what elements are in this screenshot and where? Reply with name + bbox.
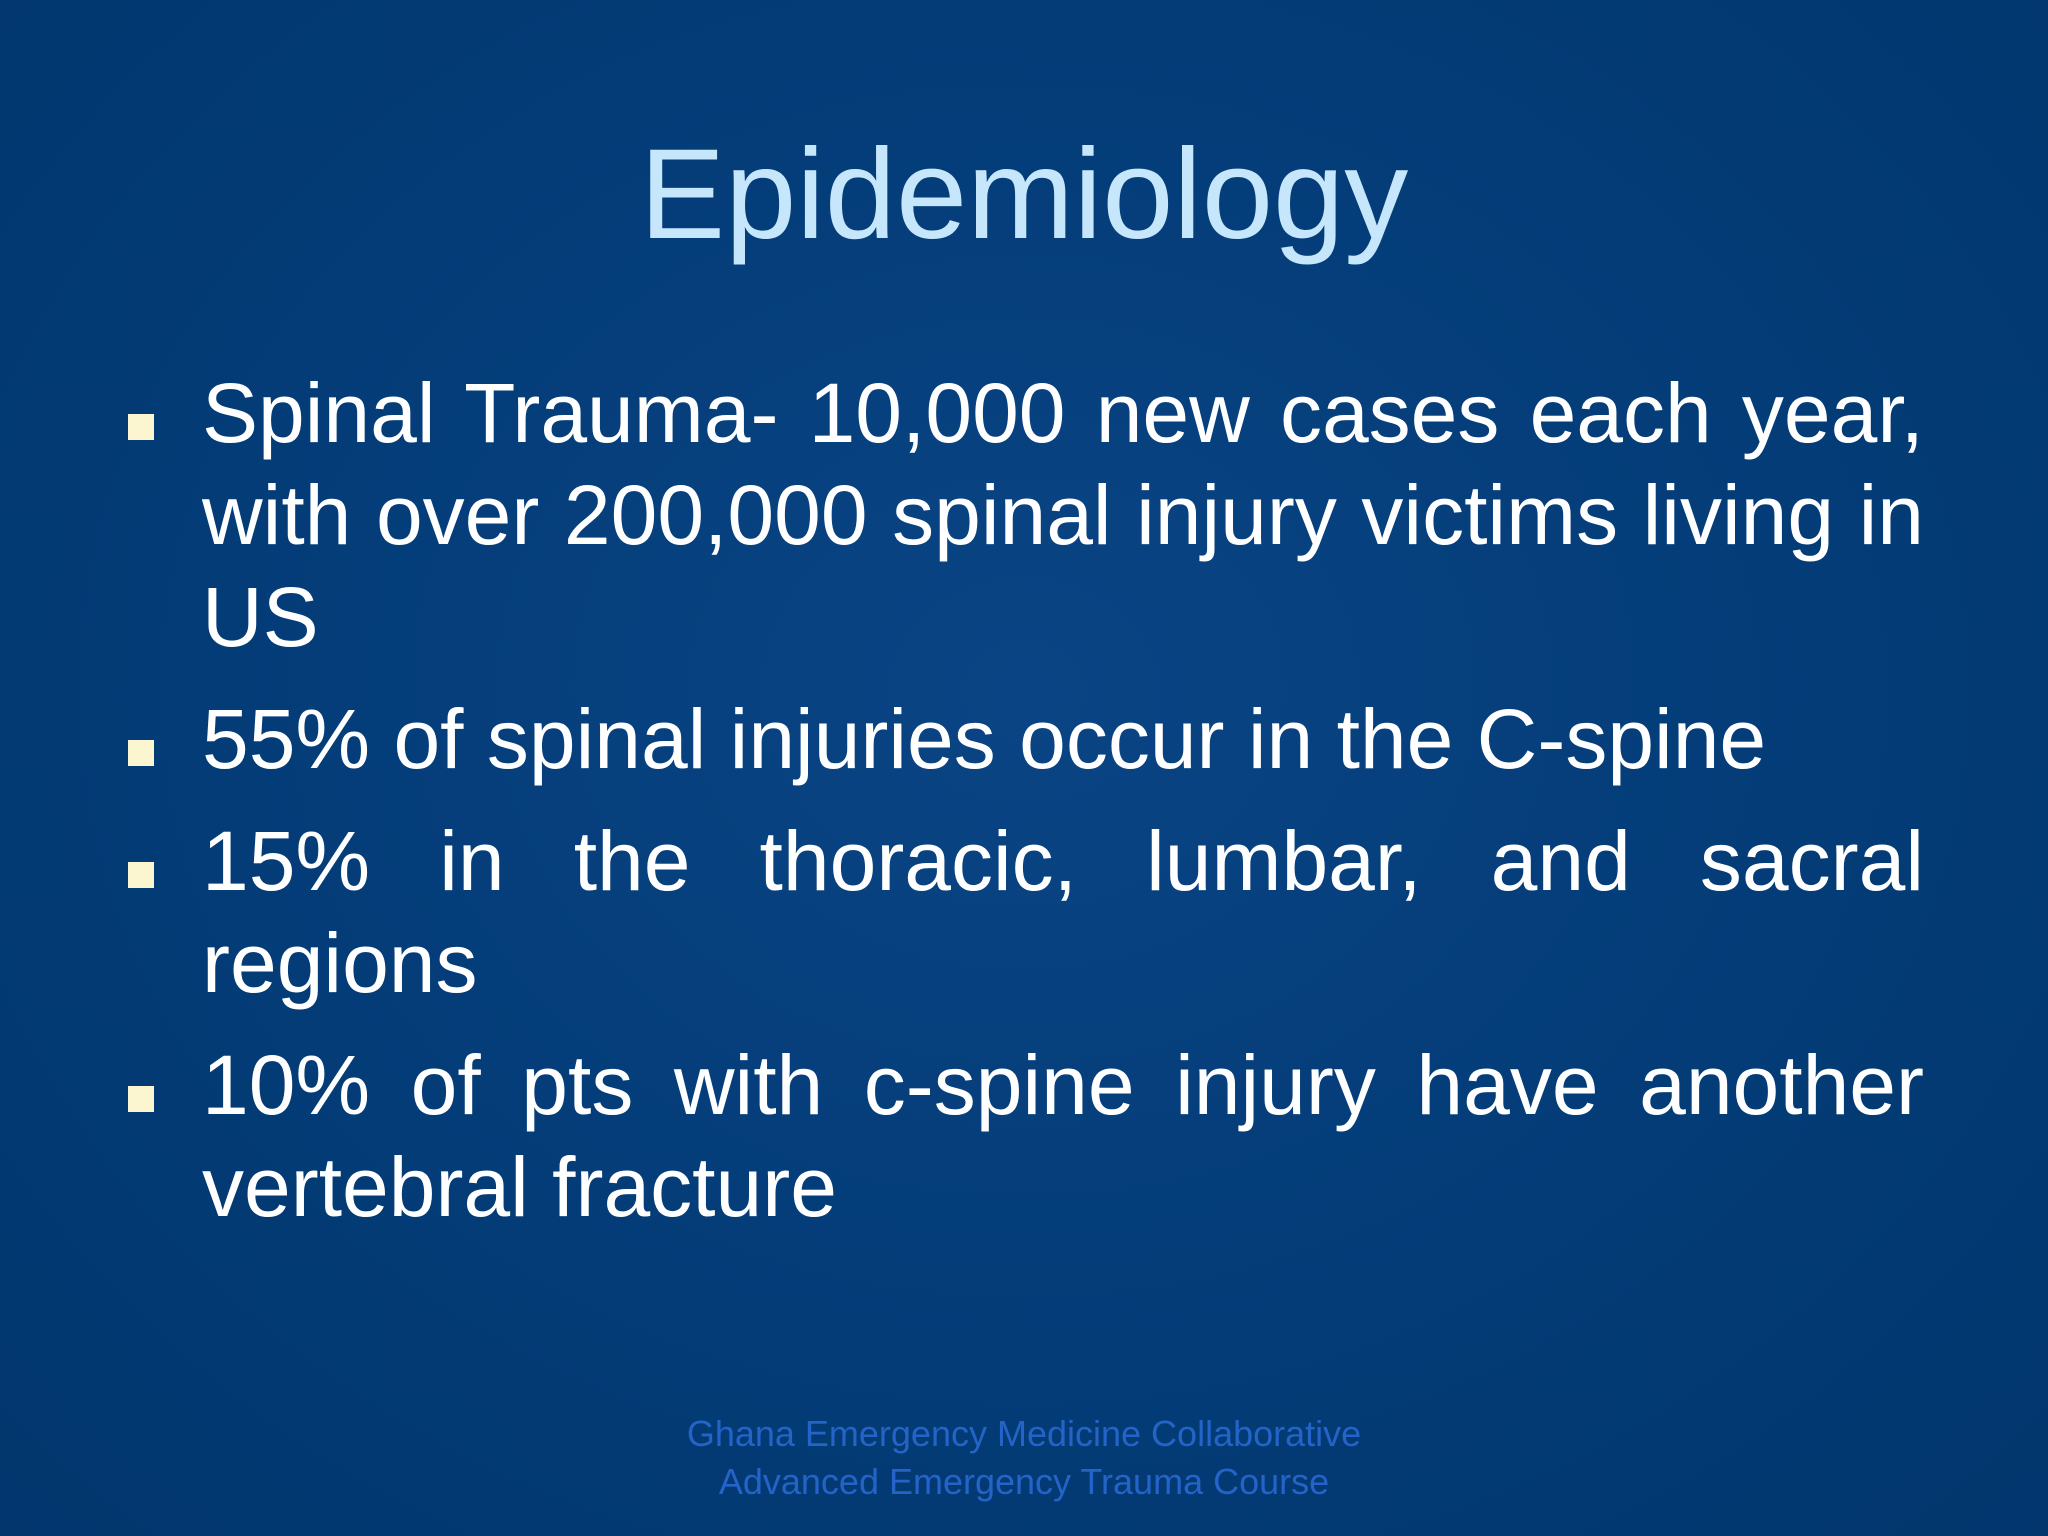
bullet-text: Spinal Trauma- 10,000 new cases each year, with over 200,000 spinal injury victims living in US [202, 366, 1924, 664]
square-bullet-icon [128, 862, 154, 888]
slide-title: Epidemiology [639, 123, 1409, 266]
bullet-item [118, 1034, 1924, 1238]
bullet-text: 55% of spinal injuries occur in the C-spine [202, 692, 1767, 786]
bullet-list [118, 362, 1924, 1258]
square-bullet-icon [128, 1086, 154, 1112]
slide-footer [0, 1410, 2048, 1506]
bullet-item [118, 810, 1924, 1014]
bullet-item [118, 362, 1924, 668]
square-bullet-icon [128, 740, 154, 766]
footer-line-course: Advanced Emergency Trauma Course [718, 1461, 1330, 1502]
footer-line-organization: Ghana Emergency Medicine Collaborative [686, 1413, 1362, 1454]
bullet-item [118, 688, 1924, 790]
bullet-text: 10% of pts with c-spine injury have another vertebral fracture [202, 1038, 1924, 1234]
bullet-text: 15% in the thoracic, lumbar, and sacral regions [202, 814, 1924, 1010]
square-bullet-icon [128, 414, 154, 440]
